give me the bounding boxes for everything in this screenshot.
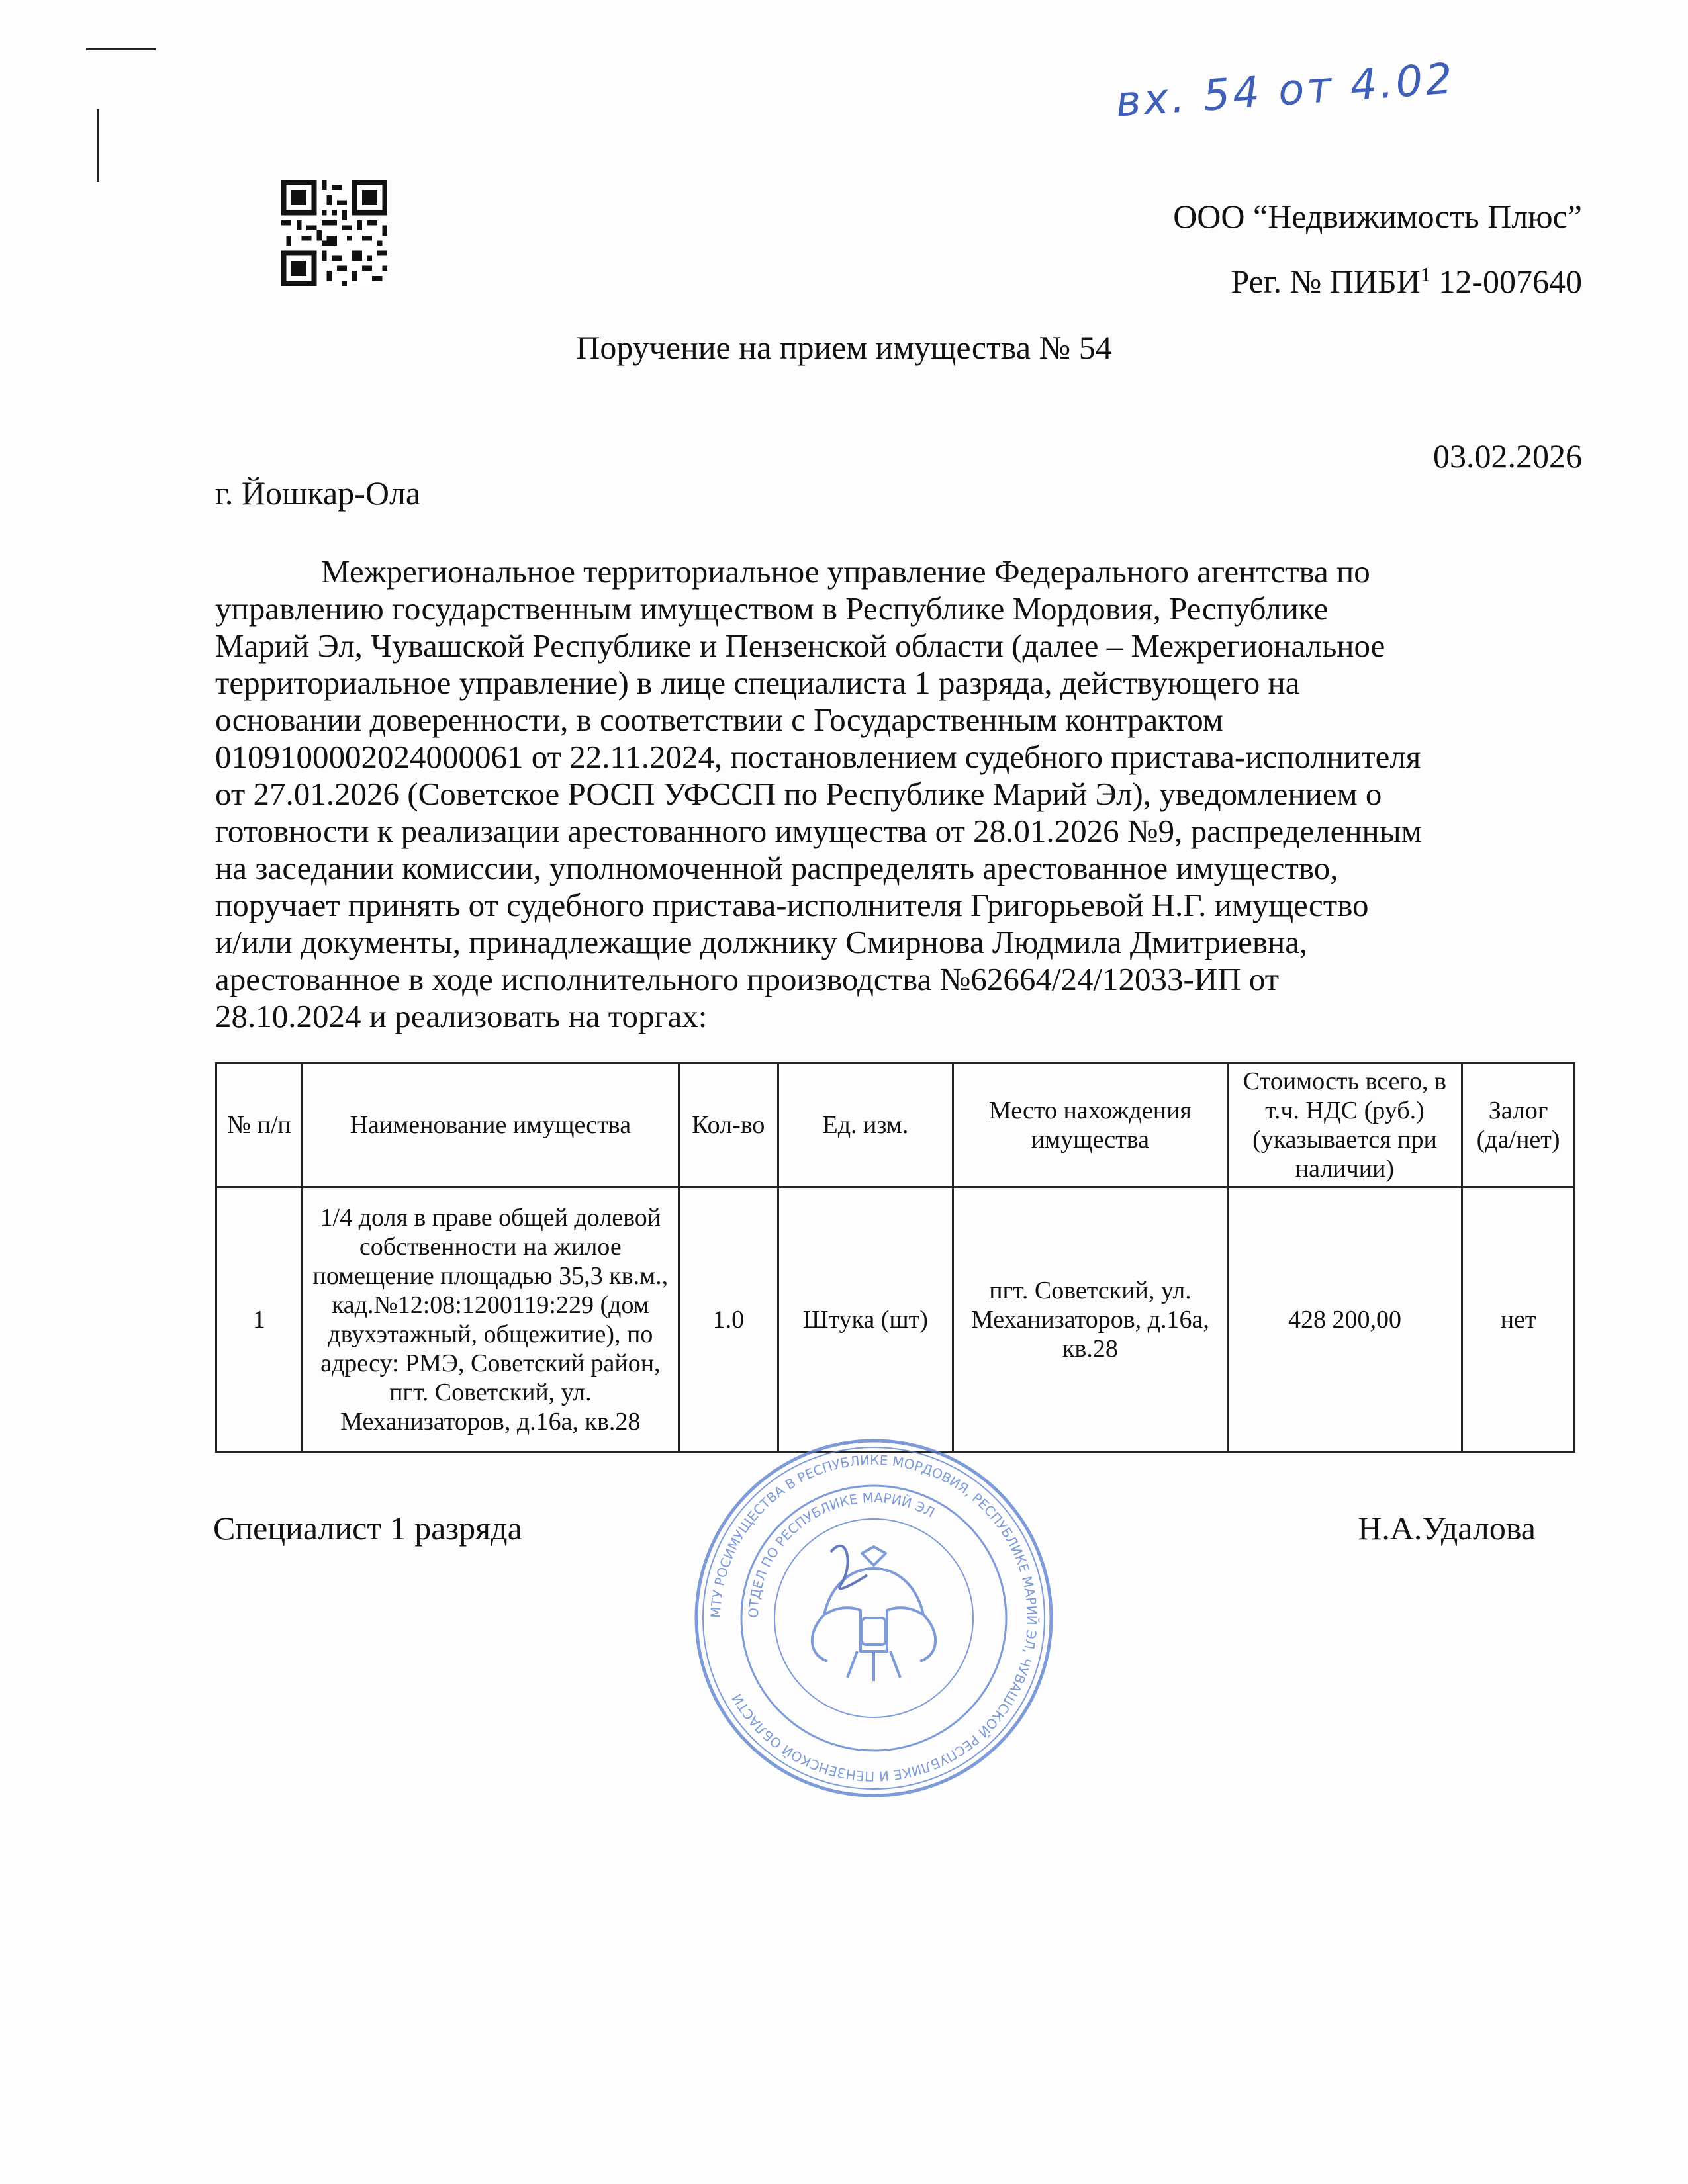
column-header-name: Наименование имущества: [302, 1064, 679, 1187]
body-line: территориальное управление) в лице специалиста 1 разряда, действующего на: [215, 664, 1300, 701]
body-line: на заседании комиссии, уполномоченной распределять арестованное имущество,: [215, 850, 1338, 886]
registration-prefix: Рег. № ПИБИ: [1231, 263, 1421, 300]
footnote-mark: 1: [1420, 263, 1430, 286]
official-seal-stamp: [688, 1433, 1059, 1803]
corner-mark: [86, 48, 156, 50]
column-header-unit: Ед. изм.: [778, 1064, 953, 1187]
cell-name: 1/4 доля в праве общей долевой собственности на жилое помещение площадью 35,3 кв.м., кад.№12:08:1200119:229 (дом двухэтажный, общежитие), по адресу: РМЭ, Советский район, пгт. Советский, ул. Механизаторов, д.16а, кв.28: [302, 1187, 679, 1452]
body-line: поручает принять от судебного пристава-исполнителя Григорьевой Н.Г. имущество: [215, 887, 1369, 923]
table-row: [216, 1187, 1575, 1452]
column-header-location: Место нахождения имущества: [953, 1064, 1227, 1187]
registration-number: [1231, 262, 1582, 300]
body-line: 0109100002024000061 от 22.11.2024, постановлением судебного пристава-исполнителя: [215, 739, 1421, 775]
cell-cost: 428 200,00: [1227, 1187, 1462, 1452]
cell-pledge: нет: [1462, 1187, 1575, 1452]
handwritten-registration-note: вх. 54 от 4.02: [1114, 54, 1457, 127]
signatory-role: Специалист 1 разряда: [213, 1510, 522, 1547]
recipient-organization: ООО “Недвижимость Плюс”: [1173, 198, 1582, 235]
body-paragraph: [215, 553, 1562, 1035]
body-line: Межрегиональное территориальное управление Федерального агентства по: [321, 553, 1370, 590]
column-header-quantity: Кол-во: [679, 1064, 778, 1187]
cell-unit: Штука (шт): [778, 1187, 953, 1452]
body-line: готовности к реализации арестованного имущества от 28.01.2026 №9, распределенным: [215, 813, 1422, 849]
column-header-cost: Стоимость всего, в т.ч. НДС (руб.) (указывается при наличии): [1227, 1064, 1462, 1187]
table-header-row: [216, 1064, 1575, 1187]
seal-inner-text: ОТДЕЛ ПО РЕСПУБЛИКЕ МАРИЙ ЭЛ: [745, 1489, 937, 1619]
body-line: от 27.01.2026 (Советское РОСП УФССП по Республике Марий Эл), уведомлением о: [215, 776, 1382, 812]
cell-number: 1: [216, 1187, 303, 1452]
column-header-pledge: Залог (да/нет): [1462, 1064, 1575, 1187]
registration-value: 12-007640: [1430, 263, 1582, 300]
cell-location: пгт. Советский, ул. Механизаторов, д.16а, кв.28: [953, 1187, 1227, 1452]
body-line: Марий Эл, Чувашской Республике и Пензенской области (далее – Межрегиональное: [215, 627, 1385, 664]
cell-quantity: 1.0: [679, 1187, 778, 1452]
document-date: 03.02.2026: [1433, 437, 1582, 475]
property-table: [215, 1062, 1575, 1453]
body-line: основании доверенности, в соответствии с Государственным контрактом: [215, 702, 1223, 738]
body-line: 28.10.2024 и реализовать на торгах:: [215, 998, 708, 1034]
seal-outer-text: МТУ РОСИМУЩЕСТВА В РЕСПУБЛИКЕ МОРДОВИЯ, РЕСПУБЛИКЕ МАРИЙ ЭЛ, ЧУВАШСКОЙ РЕСПУБЛИКЕ И ПЕНЗЕНСКОЙ ОБЛАСТИ: [707, 1451, 1041, 1785]
body-line: и/или документы, принадлежащие должнику Смирнова Людмила Дмитриевна,: [215, 924, 1308, 960]
document-title: Поручение на прием имущества № 54: [576, 329, 1112, 366]
body-line: арестованное в ходе исполнительного производства №62664/24/12033-ИП от: [215, 961, 1280, 997]
signatory-name: Н.А.Удалова: [1358, 1510, 1536, 1547]
eagle-emblem-icon: [812, 1547, 935, 1681]
document-city: г. Йошкар-Ола: [215, 475, 421, 512]
qr-code-icon: [281, 180, 387, 286]
column-header-number: № п/п: [216, 1064, 303, 1187]
body-line: управлению государственным имуществом в Республике Мордовия, Республике: [215, 590, 1329, 627]
margin-mark: [97, 109, 99, 182]
